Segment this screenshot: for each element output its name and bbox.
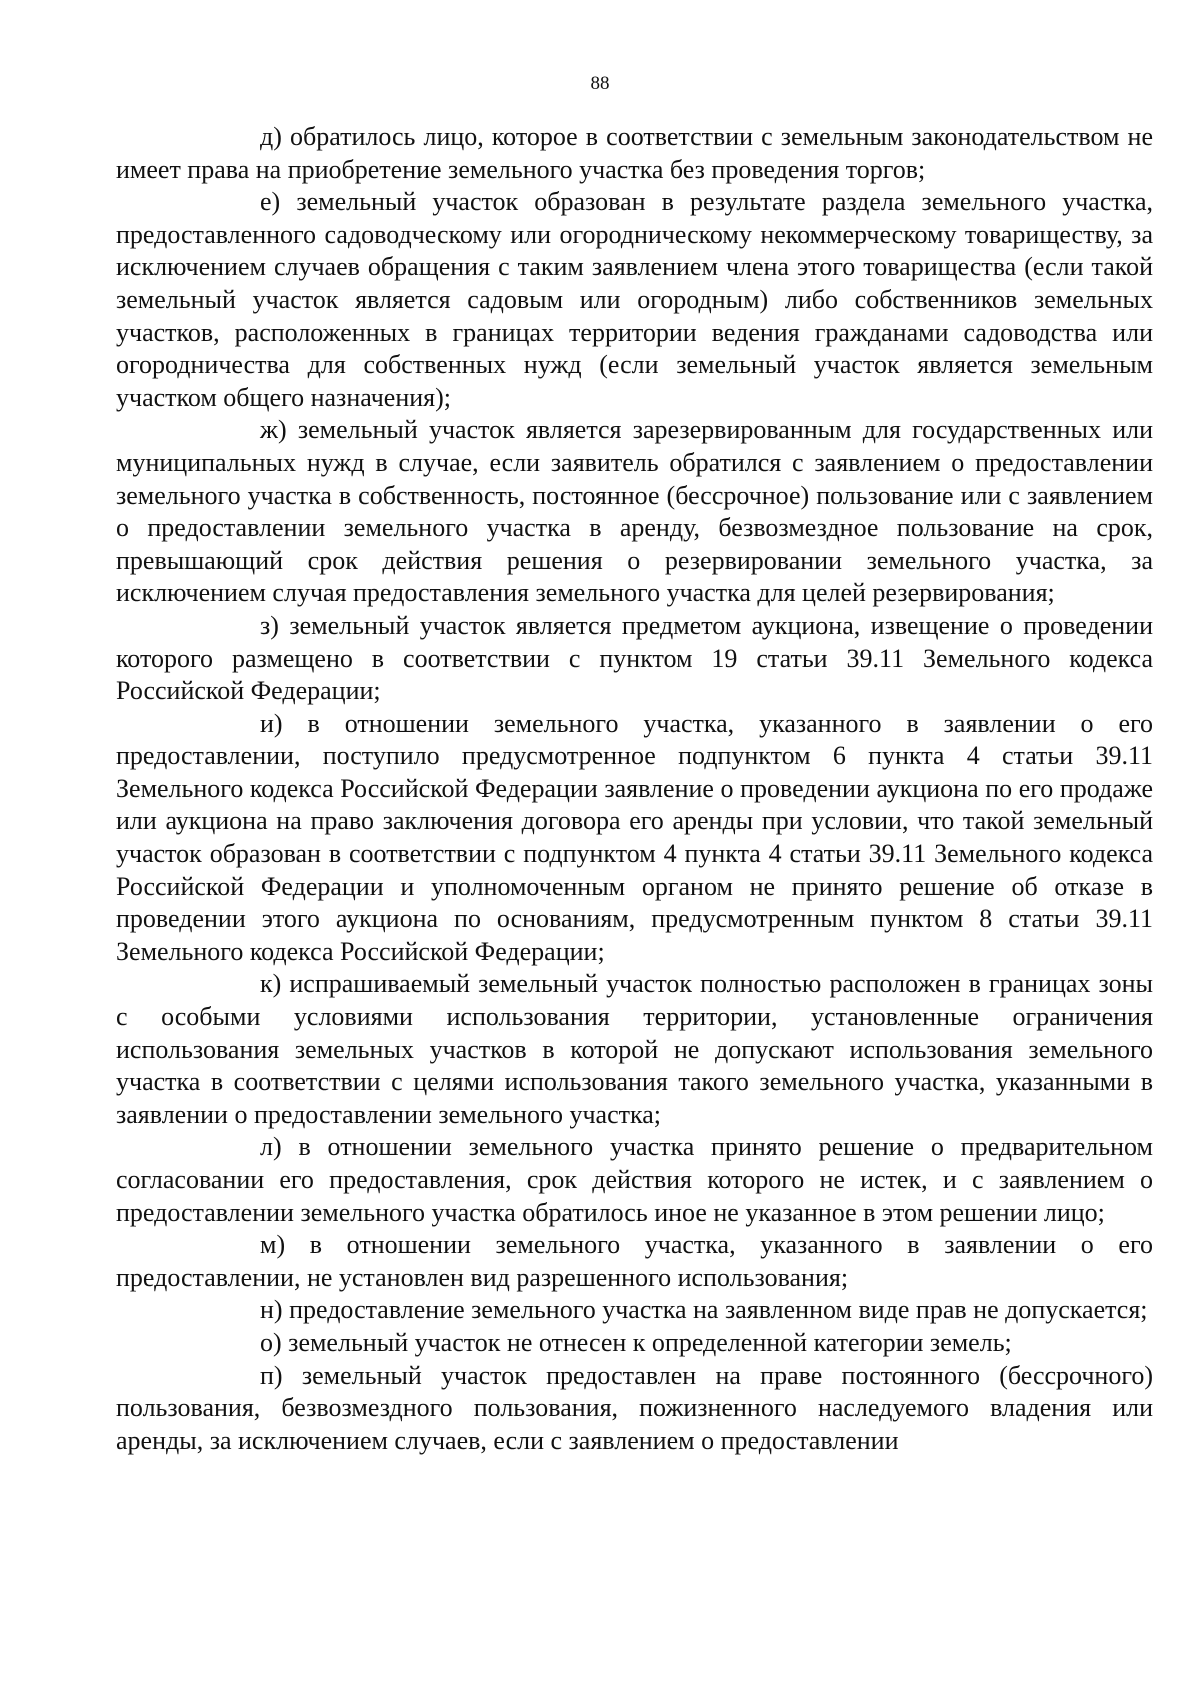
paragraph-k — [116, 968, 1153, 1131]
paragraph-marker: и) — [260, 708, 283, 738]
paragraph-marker: п) — [260, 1360, 283, 1390]
paragraph-zh — [116, 414, 1153, 610]
paragraph-z — [116, 610, 1153, 708]
paragraph-text: в отношении земельного участка принято решение о предварительном согласовании его предоставления, срок действия которого не истек, и с заявлением о предоставлении земельного участка обратилось иное не указанное в этом решении лицо; — [116, 1132, 1153, 1227]
paragraph-d — [116, 121, 1153, 186]
paragraph-marker: о) — [260, 1327, 282, 1357]
paragraph-text: предоставление земельного участка на заявленном виде прав не допускается; — [289, 1295, 1148, 1325]
paragraph-marker: м) — [260, 1230, 286, 1260]
paragraph-text: земельный участок образован в результате раздела земельного участка, предоставленного садоводческому или огородническому некоммерческому товариществу, за исключением случаев обращения с таким заявлением члена этого товарищества (если такой земельный участок является садовым или огородным) либо собственников земельных участков, расположенных в границах территории ведения гражданами садоводства или огородничества для собственных нужд (если земельный участок является земельным участком общего назначения); — [116, 187, 1154, 412]
paragraph-m — [116, 1229, 1153, 1294]
paragraph-text: земельный участок является зарезервированным для государственных или муниципальных нужд в случае, если заявитель обратился с заявлением о предоставлении земельного участка в собственность, постоянное (бессрочное) пользование или с заявлением о предоставлении земельного участка в аренду, безвозмездное пользование на срок, превышающий срок действия решения о резервировании земельного участка, за исключением случая предоставления земельного участка для целей резервирования; — [116, 415, 1154, 608]
paragraph-l — [116, 1131, 1153, 1229]
paragraph-text: земельный участок является предметом аукциона, извещение о проведении которого размещено в соответствии с пунктом 19 статьи 39.11 Земельного кодекса Российской Федерации; — [116, 610, 1153, 706]
paragraph-marker: н) — [260, 1295, 283, 1325]
paragraph-e — [116, 186, 1153, 414]
paragraph-marker: д) — [260, 122, 282, 151]
paragraph-text: испрашиваемый земельный участок полностью расположен в границах зоны с особыми условиями использования территории, установленные ограничения использования земельных участков в которой не допускают использования земельного участка в соответствии с целями использования такого земельного участка, указанными в заявлении о предоставлении земельного участка; — [116, 969, 1154, 1129]
paragraph-text: в отношении земельного участка, указанного в заявлении о его предоставлении, не установлен вид разрешенного использования; — [116, 1230, 1153, 1292]
paragraph-marker: л) — [260, 1132, 282, 1162]
page-number: 88 — [590, 73, 610, 94]
paragraph-marker: з) — [260, 610, 279, 640]
paragraph-text: в отношении земельного участка, указанного в заявлении о его предоставлении, поступило предусмотренное подпунктом 6 пункта 4 статьи 39.11 Земельного кодекса Российской Федерации заявление о проведении аукциона по его продаже или аукциона на право заключения договора его аренды при условии, что такой земельный участок образован в соответствии с подпунктом 4 пункта 4 статьи 39.11 Земельного кодекса Российской Федерации и уполномоченным органом не принято решение об отказе в проведении этого аукциона по основаниям, предусмотренным пунктом 8 статьи 39.11 Земельного кодекса Российской Федерации; — [116, 708, 1154, 966]
paragraph-marker: ж) — [260, 415, 287, 445]
paragraph-text: земельный участок предоставлен на праве постоянного (бессрочного) пользования, безвозмездного пользования, пожизненного наследуемого владения или аренды, за исключением случаев, если с заявлением о предоставлении — [116, 1360, 1154, 1455]
paragraph-marker: к) — [260, 969, 282, 999]
paragraph-i — [116, 708, 1153, 969]
paragraph-p — [116, 1360, 1153, 1458]
paragraph-marker: е) — [260, 187, 281, 217]
document-body — [116, 121, 1153, 1457]
paragraph-o — [116, 1327, 1153, 1360]
paragraph-text: обратилось лицо, которое в соответствии с земельным законодательством не имеет права на приобретение земельного участка без проведения торгов; — [116, 122, 1153, 184]
paragraph-n — [116, 1294, 1153, 1327]
paragraph-text: земельный участок не отнесен к определенной категории земель; — [288, 1327, 1012, 1357]
